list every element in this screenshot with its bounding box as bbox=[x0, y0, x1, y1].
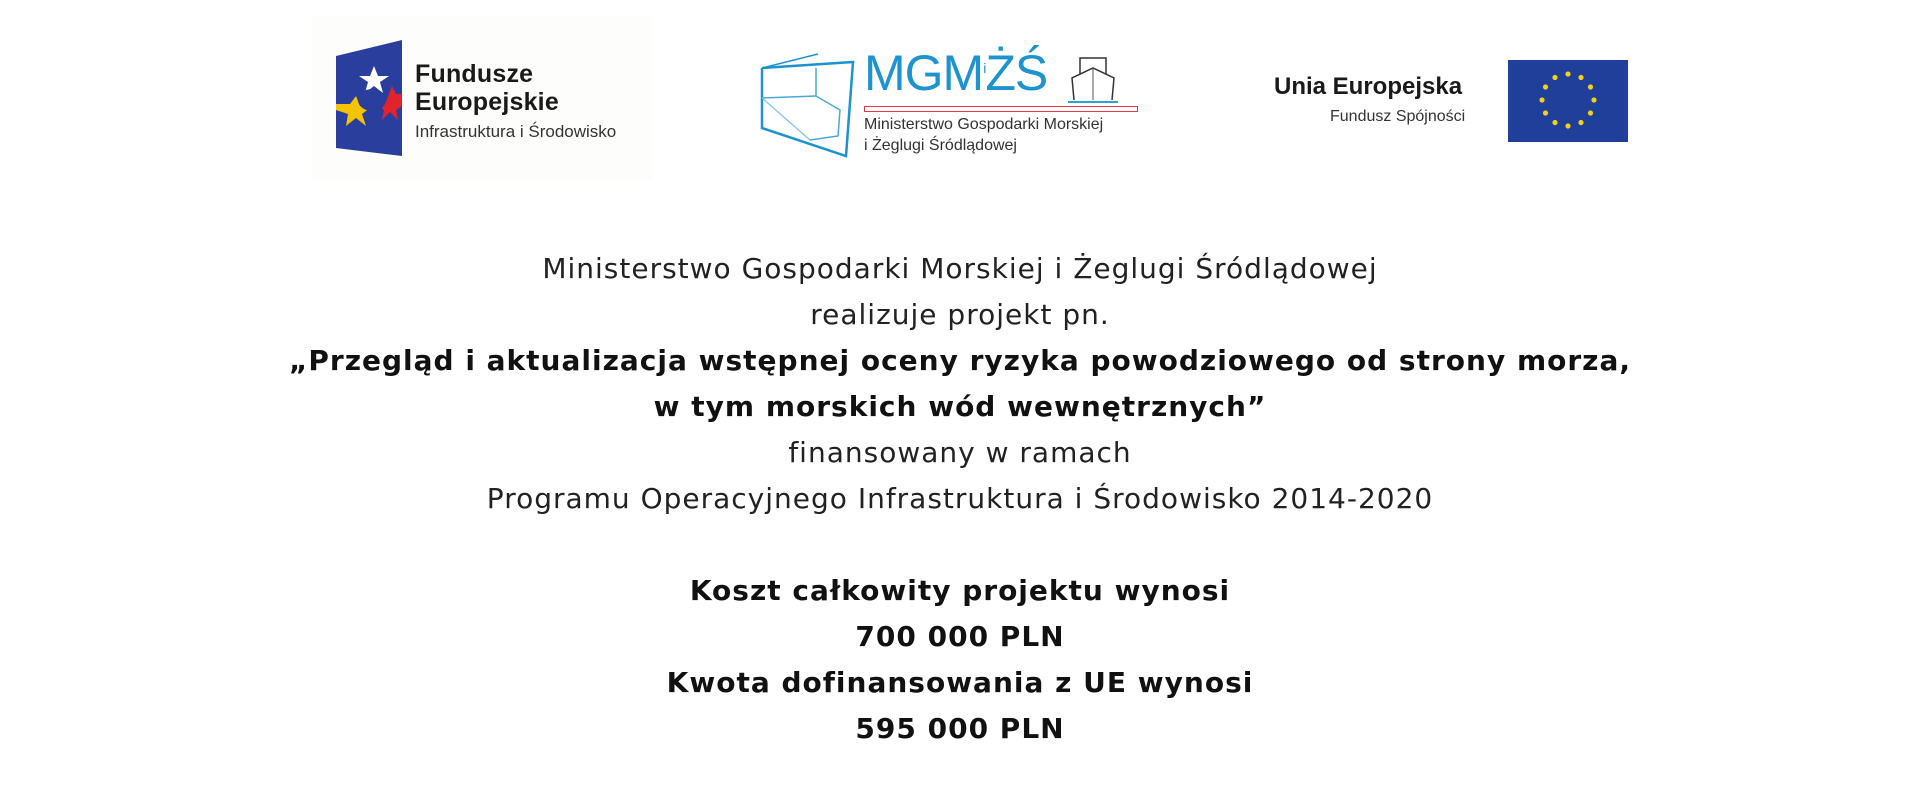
ministry-logo bbox=[758, 45, 1148, 168]
program-name: Programu Operacyjnego Infrastruktura i Środowisko 2014-2020 bbox=[486, 482, 1434, 515]
ministry-name-line1: Ministerstwo Gospodarki Morskiej bbox=[864, 116, 1104, 133]
ministry-name-line2: i Żeglugi Śródlądowej bbox=[864, 137, 1017, 154]
acronym-end: ŻŚ bbox=[985, 45, 1048, 101]
acronym-main: MGM bbox=[864, 45, 984, 101]
eu-subtitle: Fundusz Spójności bbox=[1330, 108, 1466, 125]
ministry-acronym bbox=[864, 44, 1047, 102]
eu-flag-icon bbox=[1508, 60, 1628, 142]
implements-project: realizuje projekt pn. bbox=[810, 298, 1110, 331]
eu-title: Unia Europejska bbox=[1274, 73, 1463, 100]
project-info bbox=[0, 246, 1920, 752]
acronym-i: i bbox=[983, 60, 986, 76]
fe-title-line2: Europejskie bbox=[415, 88, 559, 116]
fe-subtitle: Infrastruktura i Środowisko bbox=[415, 122, 617, 141]
fundusze-europejskie-logo bbox=[312, 16, 652, 181]
project-title-line1: „Przegląd i aktualizacja wstępnej oceny ryzyka powodziowego od strony morza, bbox=[288, 344, 1632, 377]
total-cost-label: Koszt całkowity projektu wynosi bbox=[689, 574, 1231, 607]
ministry-statement: Ministerstwo Gospodarki Morskiej i Żeglugi Śródlądowej bbox=[542, 252, 1378, 285]
total-cost-value: 700 000 PLN bbox=[855, 620, 1065, 653]
ministry-emblem-icon bbox=[758, 48, 858, 160]
eu-funding-label: Kwota dofinansowania z UE wynosi bbox=[666, 666, 1254, 699]
ship-icon bbox=[1068, 52, 1118, 104]
fe-title-line1: Fundusze bbox=[415, 60, 534, 88]
fundusze-europejskie-flag-icon bbox=[336, 40, 402, 156]
eu-funding-value: 595 000 PLN bbox=[855, 712, 1065, 745]
ministry-stripe bbox=[864, 106, 1138, 112]
spacer bbox=[0, 522, 1920, 568]
eu-logo bbox=[1270, 55, 1640, 155]
logo-bar bbox=[0, 0, 1920, 190]
project-title-line2: w tym morskich wód wewnętrznych” bbox=[653, 390, 1267, 423]
financed-under: finansowany w ramach bbox=[788, 436, 1132, 469]
